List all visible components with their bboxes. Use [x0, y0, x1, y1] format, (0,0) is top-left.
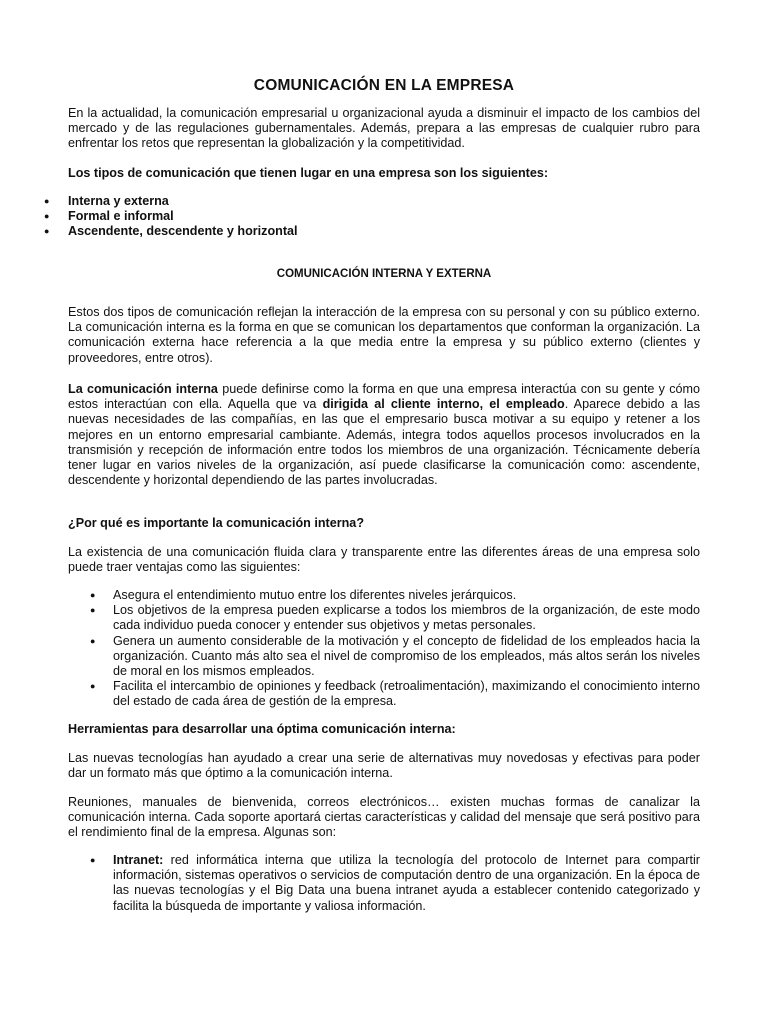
document-title: COMUNICACIÓN EN LA EMPRESA — [253, 77, 515, 94]
intro-paragraph: En la actualidad, la comunicación empresarial u organizacional ayuda a disminuir el impacto de los cambios del mercado y de las regulaciones gubernamentales. Además, prepara a las empresas de cualquier rubro para enfrentar los retos que representan la globalización y la competitividad. — [68, 106, 700, 151]
list-item: ● Interna y externa — [44, 194, 169, 208]
list-item: ● Intranet: red informática interna que utiliza la tecnología del protocolo de Internet para compartir información, sistemas operativos o servicios de computación dentro de una organización. En la época de las nuevas tecnologías y el Big Data una buena intranet ayuda a establecer contenido categorizado y facilita la búsqueda de importante y valiosa información. — [90, 853, 700, 913]
bullet-icon: ● — [44, 196, 50, 206]
tools-paragraph-2: Reuniones, manuales de bienvenida, correos electrónicos… existen muchas formas de canalizar la comunicación interna. Cada soporte aportará ciertas características y calidad del mensaje que será positivo para el rendimiento final de la empresa. Algunas son: — [68, 795, 700, 840]
list-item: ● Genera un aumento considerable de la motivación y el concepto de fidelidad de los empleados hacia la organización. Cuanto más alto sea el nivel de compromiso de los empleados, más altos serán los niveles de moral en los mismos empleados. — [90, 633, 700, 679]
bullet-icon: ● — [90, 681, 96, 692]
list-item: ● Formal e informal — [44, 209, 174, 224]
list-item: ● Facilita el intercambio de opiniones y feedback (retroalimentación), maximizando el conocimiento interno del estado de cada área de gestión de la empresa. — [90, 679, 700, 709]
section-title: COMUNICACIÓN INTERNA Y EXTERNA — [276, 268, 492, 280]
tools-list — [90, 853, 700, 914]
why-paragraph: La existencia de una comunicación fluida clara y transparente entre las diferentes áreas de una empresa solo puede traer ventajas como las siguientes: — [68, 545, 700, 575]
section-paragraph: Estos dos tipos de comunicación reflejan la interacción de la empresa con su personal y con su público externo. La comunicación interna es la forma en que se comunican los departamentos que conforman la organización. La comunicación externa hace referencia a la que media entre la empresa y su público externo (clientes y proveedores, entre otros). — [68, 305, 700, 365]
tools-heading: Herramientas para desarrollar una óptima comunicación interna: — [68, 722, 456, 736]
internal-paragraph: La comunicación interna puede definirse como la forma en que una empresa interactúa con su gente y cómo estos interactúan con ella. Aquella que va dirigida al cliente interno, el empleado. Aparece debido a las nuevas necesidades de las compañías, en las que el empresario busca motivar a su equipo y retener a los mejores en un entorno empresarial cambiante. Además, integra todos aquellos procesos involucrados en la transmisión y recepción de información entre todos los miembros de una organización. Técnicamente debería tener lugar en varios niveles de la organización, así puede clasificarse la comunicación como: ascendente, descendente y horizontal dependiendo de las partes involucradas. — [68, 382, 701, 488]
types-list — [44, 194, 700, 240]
tools-paragraph-1: Las nuevas tecnologías han ayudado a crear una serie de alternativas muy novedosas y efectivas para poder dar un formato más que óptimo a la comunicación interna. — [68, 751, 700, 781]
bullet-icon: ● — [90, 605, 96, 616]
advantages-list — [90, 588, 700, 710]
bullet-icon: ● — [90, 635, 96, 646]
list-item: ● Asegura el entendimiento mutuo entre los diferentes niveles jerárquicos. — [90, 588, 517, 602]
bullet-icon: ● — [90, 855, 96, 865]
bullet-icon: ● — [44, 226, 50, 237]
why-heading: ¿Por qué es importante la comunicación interna? — [68, 516, 365, 530]
bullet-icon: ● — [44, 211, 50, 222]
list-item: ● Los objetivos de la empresa pueden explicarse a todos los miembros de la organización, de este modo cada individuo pueda conocer y entender sus objetivos y metas personales. — [90, 603, 700, 633]
types-heading: Los tipos de comunicación que tienen lugar en una empresa son los siguientes: — [68, 166, 549, 180]
list-item: ● Ascendente, descendente y horizontal — [44, 224, 298, 239]
bullet-icon: ● — [90, 590, 96, 600]
